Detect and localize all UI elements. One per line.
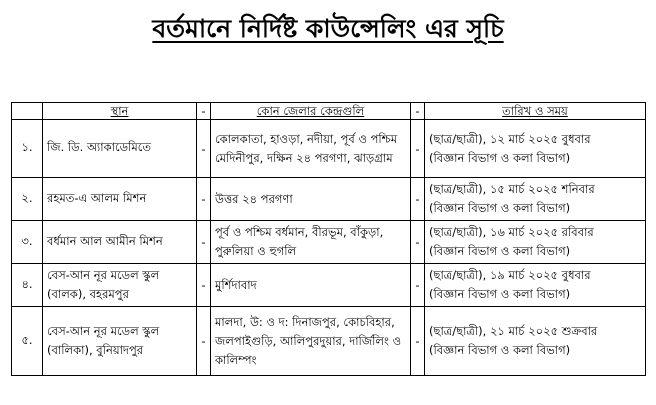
- row-date: (ছাত্র/ছাত্রী), ১৬ মার্চ ২০২৫ রবিবার: [429, 225, 594, 239]
- header-place: স্থান: [43, 103, 197, 120]
- row-sep: -: [411, 264, 425, 307]
- row-place: বেস-আন নূর মডেল স্কুল (বালক), বহরমপুর: [43, 264, 197, 307]
- row-sep: -: [411, 178, 425, 221]
- row-sep: -: [197, 221, 211, 264]
- header-sep: -: [411, 103, 425, 120]
- row-sep: -: [411, 307, 425, 376]
- row-datetime: [425, 264, 646, 307]
- row-date: (ছাত্র/ছাত্রী), ১২ মার্চ ২০২৫ বুধবার: [429, 131, 591, 146]
- row-number: ২.: [12, 178, 43, 221]
- row-date: (ছাত্র/ছাত্রী), ১৫ মার্চ ২০২৫ শনিবার: [429, 182, 595, 196]
- header-districts: কোন জেলার কেন্দ্রগুলি: [211, 103, 411, 120]
- row-place: রহমত-এ আলম মিশন: [43, 178, 197, 221]
- title-text: বর্তমানে নির্দিষ্ট কাউন্সেলিং এর সূচি: [152, 14, 504, 43]
- row-dept: (বিজ্ঞান বিভাগ ও কলা বিভাগ): [429, 201, 571, 215]
- row-districts: উত্তর ২৪ পরগণা: [211, 178, 411, 221]
- row-sep: -: [197, 307, 211, 376]
- row-dept: (বিজ্ঞান বিভাগ ও কলা বিভাগ): [429, 287, 571, 301]
- row-districts: মালদা, উ: ও দ: দিনাজপুর, কোচবিহার, জলপাইগুড়ি, আলিপুরদুয়ার, দার্জিলিং ও কালিম্পং: [211, 307, 411, 376]
- row-dept: (বিজ্ঞান বিভাগ ও কলা বিভাগ): [429, 343, 571, 357]
- row-sep: -: [197, 264, 211, 307]
- table-row: [12, 264, 646, 307]
- row-date: (ছাত্র/ছাত্রী), ১৯ মার্চ ২০২৫ বুধবার: [429, 268, 591, 282]
- row-sep: -: [411, 221, 425, 264]
- row-datetime: [425, 221, 646, 264]
- header-sep: -: [197, 103, 211, 120]
- row-place: জি. ডি. অ্যাকাডেমিতে: [43, 120, 197, 178]
- header-num: [12, 103, 43, 120]
- table-row: [12, 120, 646, 178]
- row-place: বর্ধমান আল আমীন মিশন: [43, 221, 197, 264]
- row-sep: -: [411, 120, 425, 178]
- row-datetime: [425, 120, 646, 178]
- row-date: (ছাত্র/ছাত্রী), ২১ মার্চ ২০২৫ শুক্রবার: [429, 324, 598, 338]
- page-title: [0, 12, 656, 46]
- row-place: বেস-আন নূর মডেল স্কুল (বালিকা), বুনিয়াদপুর: [43, 307, 197, 376]
- row-number: ১.: [12, 120, 43, 178]
- row-datetime: [425, 178, 646, 221]
- row-datetime: [425, 307, 646, 376]
- row-number: ৩.: [12, 221, 43, 264]
- row-sep: -: [197, 178, 211, 221]
- row-sep: -: [197, 120, 211, 178]
- row-districts: মুর্শিদাবাদ: [211, 264, 411, 307]
- header-row: [12, 103, 646, 120]
- table-row: [12, 178, 646, 221]
- table-row: [12, 221, 646, 264]
- header-datetime: তারিখ ও সময়: [425, 103, 646, 120]
- row-dept: (বিজ্ঞান বিভাগ ও কলা বিভাগ): [429, 244, 571, 258]
- row-districts: কোলকাতা, হাওড়া, নদীয়া, পূর্ব ও পশ্চিম মেদিনীপুর, দক্ষিন ২৪ পরগণা, ঝাড়গ্রাম: [211, 120, 411, 178]
- schedule-table: [11, 102, 646, 376]
- table-row: [12, 307, 646, 376]
- row-number: ৪.: [12, 264, 43, 307]
- row-number: ৫.: [12, 307, 43, 376]
- row-dept: (বিজ্ঞান বিভাগ ও কলা বিভাগ): [429, 150, 571, 165]
- row-districts: পূর্ব ও পশ্চিম বর্ধমান, বীরভূম, বাঁকুড়া, পুরুলিয়া ও হুগলি: [211, 221, 411, 264]
